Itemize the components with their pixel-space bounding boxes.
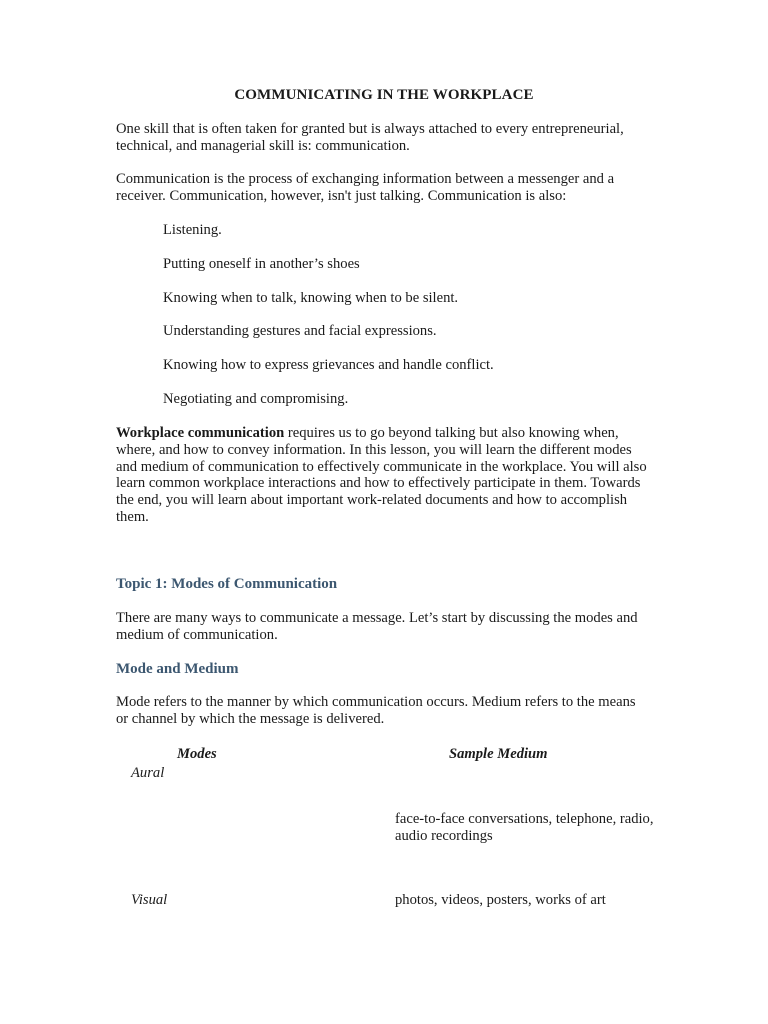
table-header-medium: Sample Medium	[449, 746, 548, 762]
topic1-heading: Topic 1: Modes of Communication	[116, 576, 338, 592]
table-header-modes: Modes	[177, 746, 217, 762]
list-item: Listening.	[163, 222, 222, 238]
mode-paragraph: Mode refers to the manner by which communication occurs. Medium refers to the means or channel by which the message is delivered.	[116, 694, 636, 727]
intro-paragraph: One skill that is often taken for granted but is always attached to every entrepreneurial, technical, and managerial skill is: communication.	[116, 121, 624, 154]
table-cell-medium: face-to-face conversations, telephone, radio, audio recordings	[395, 811, 654, 844]
list-item: Putting oneself in another’s shoes	[163, 256, 360, 272]
workplace-communication-term: Workplace communication	[116, 425, 285, 441]
table-cell-mode: Aural	[131, 765, 165, 781]
definition-paragraph: Communication is the process of exchanging information between a messenger and a receiver. Communication, however, isn't just talking. Communication is also:	[116, 171, 615, 204]
mode-and-medium-heading: Mode and Medium	[116, 661, 239, 677]
list-item: Knowing how to express grievances and handle conflict.	[163, 357, 494, 373]
workplace-paragraph-text: requires us to go beyond talking but also knowing when, where, and how to convey information. In this lesson, you will learn the different modes and medium of communication to effectively communicate in the workplace. You will also learn common workplace interactions and how to effectively participate in them. Towards the end, you will learn about important work-related documents and how to accomplish them.	[116, 425, 647, 525]
document-title: COMMUNICATING IN THE WORKPLACE	[234, 87, 534, 103]
list-item: Negotiating and compromising.	[163, 391, 349, 407]
topic1-paragraph: There are many ways to communicate a message. Let’s start by discussing the modes and medium of communication.	[116, 610, 638, 643]
table-cell-medium: photos, videos, posters, works of art	[395, 892, 606, 908]
table-cell-mode: Visual	[131, 892, 168, 908]
list-item: Knowing when to talk, knowing when to be silent.	[163, 290, 459, 306]
list-item: Understanding gestures and facial expressions.	[163, 323, 437, 339]
